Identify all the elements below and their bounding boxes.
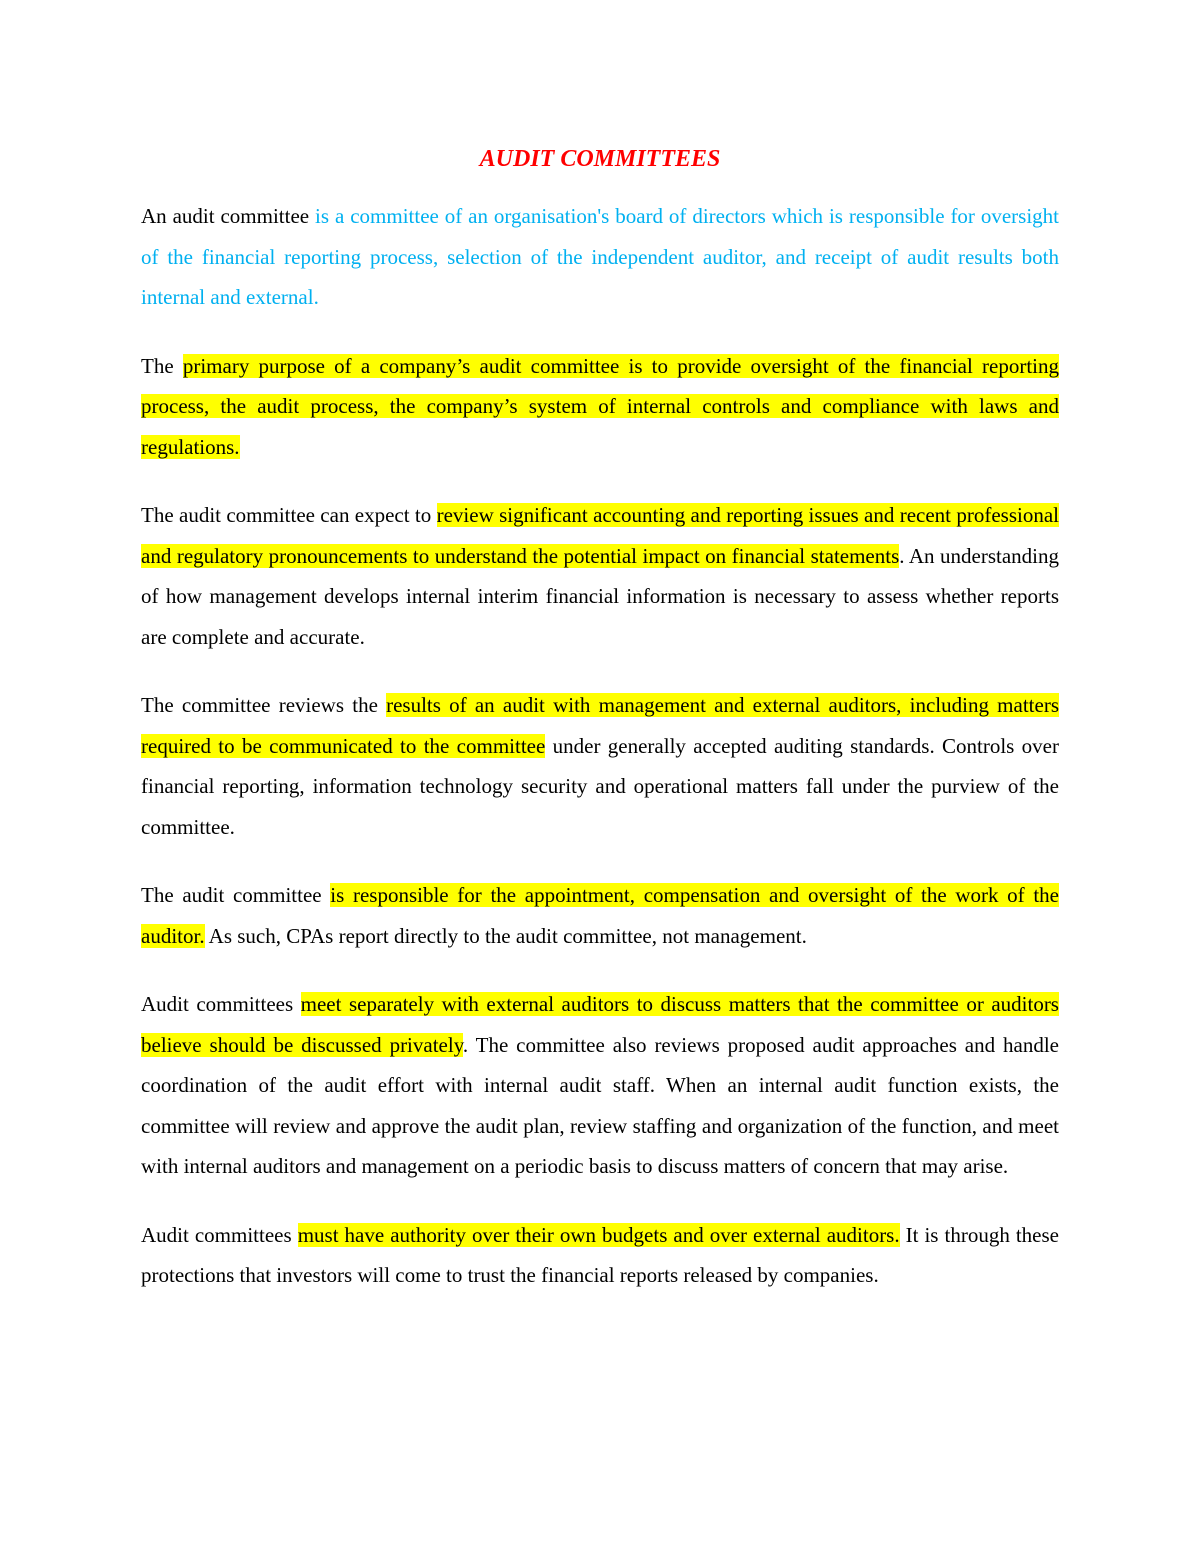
- document-title: AUDIT COMMITTEES: [479, 146, 721, 172]
- text-run: The audit committee: [141, 883, 331, 907]
- highlighted-text: review significant accounting and reporting issues and recent professional and regulatory pronouncements to understand the potential impact on financial statements: [141, 503, 1059, 568]
- text-run: The: [141, 353, 183, 378]
- highlighted-text: results of an audit with management and external auditors, including matters required to be communicated to the committee: [141, 693, 1059, 758]
- highlighted-text: is responsible for the appointment, compensation and oversight of the work of the auditor.: [141, 883, 1059, 948]
- highlighted-text: meet separately with external auditors to discuss matters that the committee or auditors believe should be discussed privately: [141, 992, 1059, 1057]
- paragraph-reviews-results: [141, 685, 1059, 847]
- text-run: The committee reviews the: [141, 693, 387, 717]
- text-run: under generally accepted auditing standards. Controls over financial reporting, information technology security and operational matters fall under the purview of the committee.: [141, 733, 1059, 839]
- definition-text: is a committee of an organisation's board of directors which is responsible for oversight of the financial reporting process, selection of the independent auditor, and receipt of audit results both internal and external.: [141, 204, 1059, 309]
- text-run: Audit committees: [141, 992, 301, 1016]
- highlighted-text: must have authority over their own budgets and over external auditors.: [297, 1222, 900, 1247]
- paragraph-appointment: [141, 875, 1059, 956]
- text-run: As such, CPAs report directly to the audit committee, not management.: [204, 923, 807, 948]
- highlighted-text: primary purpose of a company’s audit committee is to provide oversight of the financial reporting process, the audit process, the company’s system of internal controls and compliance with laws and regulations.: [141, 353, 1059, 459]
- text-run: . The committee also reviews proposed audit approaches and handle coordination of the audit effort with internal audit staff. When an internal audit function exists, the committee will review and approve the audit plan, review staffing and organization of the function, and meet with internal auditors and management on a periodic basis to discuss matters of concern that may arise.: [141, 1032, 1059, 1178]
- paragraph-review-issues: [141, 495, 1059, 657]
- document-page: [141, 140, 1059, 1324]
- text-run: The audit committee can expect to: [141, 503, 437, 527]
- paragraph-authority: [141, 1215, 1059, 1296]
- text-run: It is through these protections that investors will come to trust the financial reports released by companies.: [141, 1222, 1059, 1287]
- paragraph-definition: [141, 196, 1059, 318]
- paragraph-meet-separately: [141, 984, 1059, 1187]
- paragraph-primary-purpose: [141, 346, 1059, 468]
- text-run: An audit committee: [141, 204, 316, 228]
- text-run: Audit committees: [141, 1222, 298, 1247]
- text-run: . An understanding of how management develops internal interim financial information is necessary to assess whether reports are complete and accurate.: [141, 543, 1059, 649]
